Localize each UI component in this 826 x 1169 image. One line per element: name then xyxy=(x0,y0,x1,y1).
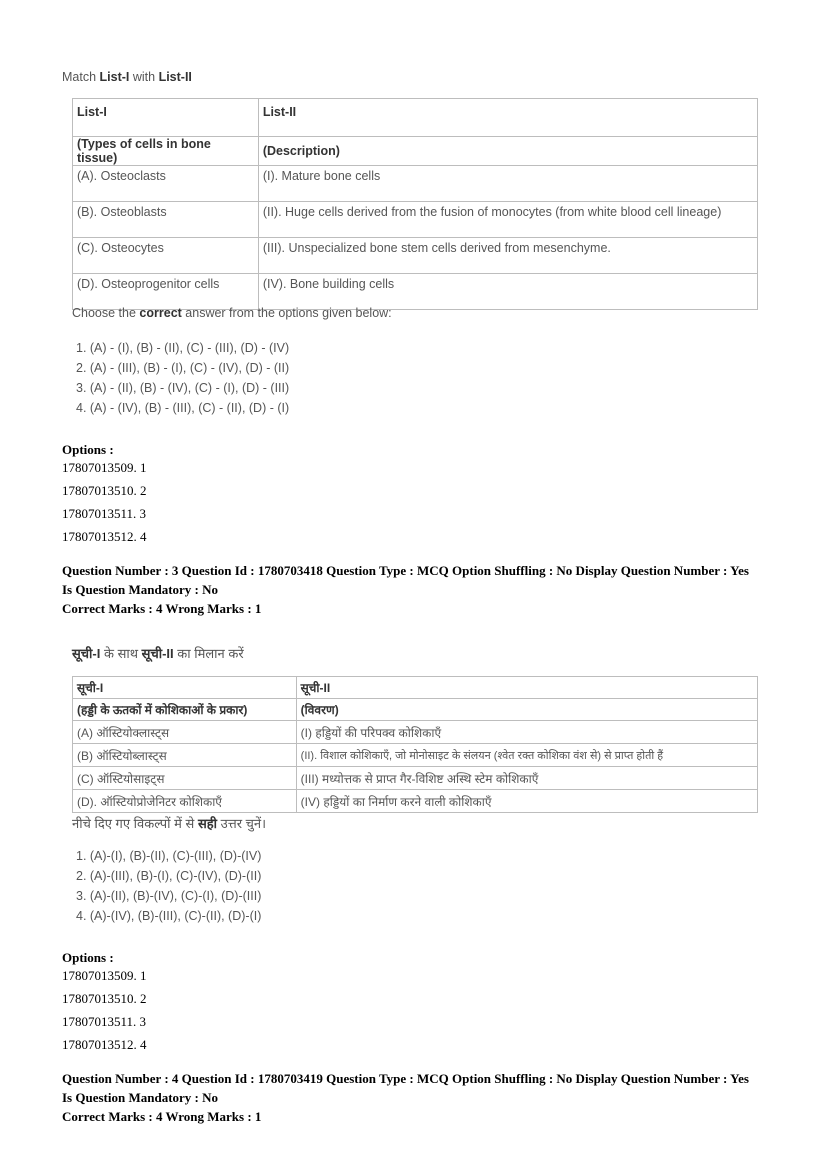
question-2-intro: Match List-I with List-II xyxy=(62,70,192,84)
answer-option: 3. (A)-(II), (B)-(IV), (C)-(I), (D)-(III) xyxy=(76,889,262,903)
option-id: 17807013512. 4 xyxy=(62,529,147,544)
option-id: 17807013511. 3 xyxy=(62,1014,147,1029)
question-3-meta xyxy=(62,561,772,618)
table-cell: (D). Osteoprogenitor cells xyxy=(73,274,259,310)
option-id-list xyxy=(62,456,147,548)
option-id: 17807013509. 1 xyxy=(62,460,147,475)
table-cell: (A) ऑस्टियोक्लास्ट्स xyxy=(73,721,297,744)
question-meta-line: Correct Marks : 4 Wrong Marks : 1 xyxy=(62,1109,262,1124)
answer-option: 2. (A)-(III), (B)-(I), (C)-(IV), (D)-(II) xyxy=(76,869,262,883)
question-4-meta xyxy=(62,1069,772,1126)
match-table-english xyxy=(72,98,758,310)
table-cell: (IV). Bone building cells xyxy=(258,274,757,310)
table-header-cell: सूची-II xyxy=(296,677,757,699)
option-id: 17807013510. 2 xyxy=(62,991,147,1006)
option-id: 17807013510. 2 xyxy=(62,483,147,498)
answer-option: 1. (A)-(I), (B)-(II), (C)-(III), (D)-(IV) xyxy=(76,849,262,863)
table-row xyxy=(73,202,758,238)
table-cell: (III). Unspecialized bone stem cells derived from mesenchyme. xyxy=(258,238,757,274)
table-cell: (I). Mature bone cells xyxy=(258,166,757,202)
question-meta-line: Correct Marks : 4 Wrong Marks : 1 xyxy=(62,601,262,616)
table-cell: (A). Osteoclasts xyxy=(73,166,259,202)
table-row xyxy=(73,238,758,274)
table-cell: (C). Osteocytes xyxy=(73,238,259,274)
table-row xyxy=(73,790,758,813)
question-meta-line: Is Question Mandatory : No xyxy=(62,582,219,597)
question-meta-line: Is Question Mandatory : No xyxy=(62,1090,219,1105)
option-id-list xyxy=(62,964,147,1056)
table-row xyxy=(73,721,758,744)
table-header-row xyxy=(73,677,758,699)
table-cell: (II). Huge cells derived from the fusion of monocytes (from white blood cell lineage) xyxy=(258,202,757,238)
table-cell: (II). विशाल कोशिकाएँ, जो मोनोसाइट के संलयन (श्वेत रक्त कोशिका वंश से) से प्राप्त होती हैं xyxy=(296,744,757,767)
table-header-cell: List-II xyxy=(258,99,757,137)
option-id: 17807013511. 3 xyxy=(62,506,147,521)
answer-option: 2. (A) - (III), (B) - (I), (C) - (IV), (D) - (II) xyxy=(76,361,290,375)
choose-emphasis: correct xyxy=(139,306,182,320)
list-2-label: List-II xyxy=(158,70,192,84)
table-row xyxy=(73,274,758,310)
choose-instruction: Choose the correct answer from the options given below: xyxy=(72,306,392,320)
table-header-cell: List-I xyxy=(73,99,259,137)
choose-instruction: नीचे दिए गए विकल्पों में से सही उत्तर चुनें। xyxy=(72,816,267,831)
list-1-label: सूची-I xyxy=(72,646,101,661)
list-2-label: सूची-II xyxy=(141,646,174,661)
question-3-intro: सूची-I के साथ सूची-II का मिलान करें xyxy=(72,646,244,661)
table-row xyxy=(73,166,758,202)
match-table-hindi xyxy=(72,676,758,813)
table-cell: (B). Osteoblasts xyxy=(73,202,259,238)
options-label: Options : xyxy=(62,950,114,965)
question-meta-line: Question Number : 4 Question Id : 1780703419 Question Type : MCQ Option Shuffling : No Display Question Number : Yes xyxy=(62,1071,749,1086)
table-cell: (B) ऑस्टियोब्लास्ट्स xyxy=(73,744,297,767)
table-cell: (IV) हड्डियों का निर्माण करने वाली कोशिकाएँ xyxy=(296,790,757,813)
table-cell: (C) ऑस्टियोसाइट्स xyxy=(73,767,297,790)
answer-option: 4. (A)-(IV), (B)-(III), (C)-(II), (D)-(I) xyxy=(76,909,262,923)
table-row xyxy=(73,767,758,790)
table-cell: (I) हड्डियों की परिपक्व कोशिकाएँ xyxy=(296,721,757,744)
answer-option-list xyxy=(76,846,261,926)
table-cell: (III) मध्योत्तक से प्राप्त गैर-विशिष्ट अस्थि स्टेम कोशिकाएँ xyxy=(296,767,757,790)
answer-option: 4. (A) - (IV), (B) - (III), (C) - (II), (D) - (I) xyxy=(76,401,290,415)
list-1-label: List-I xyxy=(99,70,130,84)
table-subheader-row xyxy=(73,699,758,721)
table-cell: (D). ऑस्टियोप्रोजेनिटर कोशिकाएँ xyxy=(73,790,297,813)
table-subheader-cell: (Types of cells in bone tissue) xyxy=(73,137,259,166)
answer-option: 3. (A) - (II), (B) - (IV), (C) - (I), (D) - (III) xyxy=(76,381,290,395)
choose-emphasis: सही xyxy=(197,816,218,831)
table-subheader-cell: (विवरण) xyxy=(296,699,757,721)
table-header-cell: सूची-I xyxy=(73,677,297,699)
table-subheader-row xyxy=(73,137,758,166)
answer-option: 1. (A) - (I), (B) - (II), (C) - (III), (D) - (IV) xyxy=(76,341,290,355)
table-header-row xyxy=(73,99,758,137)
options-label: Options : xyxy=(62,442,114,457)
question-meta-line: Question Number : 3 Question Id : 1780703418 Question Type : MCQ Option Shuffling : No Display Question Number : Yes xyxy=(62,563,749,578)
table-subheader-cell: (Description) xyxy=(258,137,757,166)
answer-option-list xyxy=(76,338,289,418)
table-subheader-cell: (हड्डी के ऊतकों में कोशिकाओं के प्रकार) xyxy=(73,699,297,721)
option-id: 17807013509. 1 xyxy=(62,968,147,983)
option-id: 17807013512. 4 xyxy=(62,1037,147,1052)
table-row xyxy=(73,744,758,767)
